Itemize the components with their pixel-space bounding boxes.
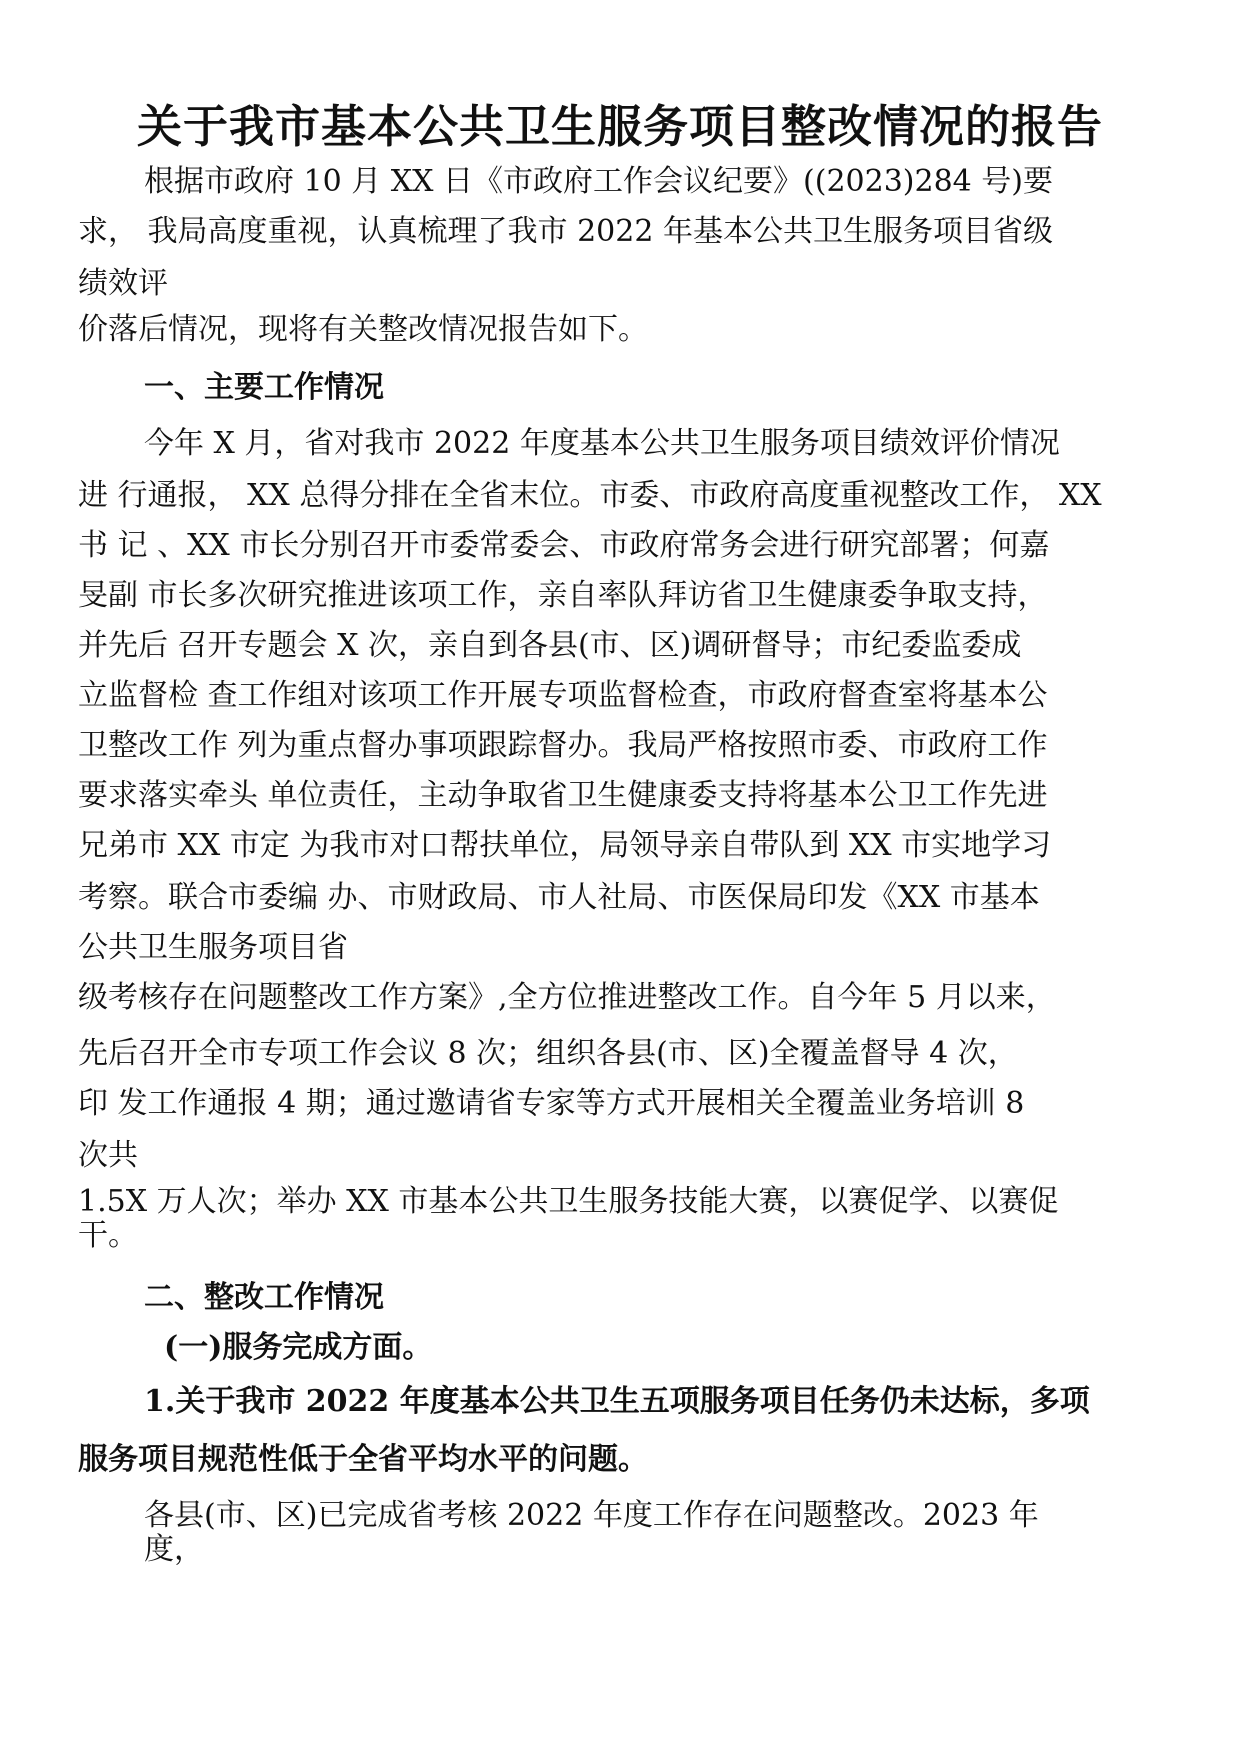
paragraph-line: 旻副 市长多次研究推进该项工作，亲自率队拜访省卫生健康委争取支持，: [78, 578, 1048, 613]
paragraph-line: 今年 X 月，省对我市 2022 年度基本公共卫生服务项目绩效评价情况: [144, 426, 1060, 461]
paragraph-line: 要求落实牵头 单位责任，主动争取省卫生健康委支持将基本公卫工作先进: [78, 778, 1048, 813]
paragraph-line: 并先后 召开专题会 X 次，亲自到各县(市、区)调研督导；市纪委监委成: [78, 628, 1022, 663]
paragraph-line: 印 发工作通报 4 期；通过邀请省专家等方式开展相关全覆盖业务培训 8: [78, 1086, 1025, 1121]
paragraph-line: 干。: [78, 1218, 138, 1253]
section-heading: 二、整改工作情况: [144, 1280, 384, 1315]
item-heading-line: 1.关于我市 2022 年度基本公共卫生五项服务项目任务仍未达标，多项: [144, 1384, 1090, 1419]
paragraph-line: 卫整改工作 列为重点督办事项跟踪督办。我局严格按照市委、市政府工作: [78, 728, 1048, 763]
paragraph-line: 先后召开全市专项工作会议 8 次；组织各县(市、区)全覆盖督导 4 次，: [78, 1036, 1018, 1071]
subsection-heading: (一)服务完成方面。: [164, 1330, 433, 1365]
paragraph-line: 兄弟市 XX 市定 为我市对口帮扶单位，局领导亲自带队到 XX 市实地学习: [78, 828, 1052, 863]
document-title: 关于我市基本公共卫生服务项目整改情况的报告: [136, 100, 1103, 153]
paragraph-line: 级考核存在问题整改工作方案》,全方位推进整改工作。自今年 5 月以来，: [78, 980, 1056, 1015]
paragraph-line: 各县(市、区)已完成省考核 2022 年度工作存在问题整改。2023 年: [144, 1498, 1039, 1533]
paragraph-line: 进 行通报， XX 总得分排在全省末位。市委、市政府高度重视整改工作， XX: [78, 478, 1102, 513]
section-heading: 一、主要工作情况: [144, 370, 384, 405]
paragraph-line: 度，: [144, 1532, 204, 1567]
item-heading-line: 服务项目规范性低于全省平均水平的问题。: [78, 1442, 648, 1477]
paragraph-line: 价落后情况，现将有关整改情况报告如下。: [78, 312, 648, 347]
paragraph-line: 公共卫生服务项目省: [78, 930, 348, 965]
paragraph-line: 1.5X 万人次；举办 XX 市基本公共卫生服务技能大赛，以赛促学、以赛促: [78, 1184, 1059, 1219]
paragraph-line: 求， 我局高度重视，认真梳理了我市 2022 年基本公共卫生服务项目省级: [78, 214, 1053, 249]
paragraph-line: 绩效评: [78, 266, 168, 301]
paragraph-line: 书 记 、XX 市长分别召开市委常委会、市政府常务会进行研究部署；何嘉: [78, 528, 1050, 563]
paragraph-line: 根据市政府 10 月 XX 日《市政府工作会议纪要》((2023)284 号)要: [144, 164, 1053, 199]
paragraph-line: 立监督检 查工作组对该项工作开展专项监督检查，市政府督查室将基本公: [78, 678, 1048, 713]
paragraph-line: 考察。联合市委编 办、市财政局、市人社局、市医保局印发《XX 市基本: [78, 880, 1040, 915]
paragraph-line: 次共: [78, 1138, 138, 1173]
